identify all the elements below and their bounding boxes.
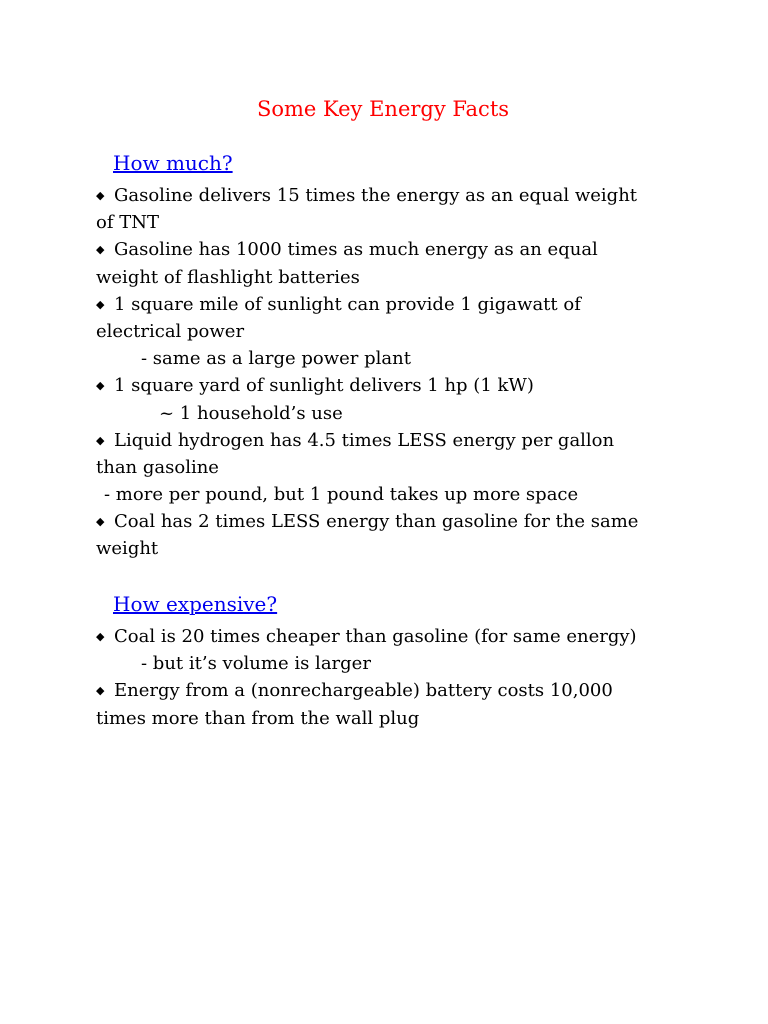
bullet-icon: ◆: [96, 684, 105, 698]
fact-text: Gasoline delivers 15 times the energy as an equal weight: [114, 185, 638, 206]
bullet-icon: ◆: [96, 433, 105, 447]
fact-text: than gasoline: [96, 456, 219, 478]
fact-line: [96, 677, 696, 704]
fact-text: times more than from the wall plug: [96, 707, 420, 729]
fact-line-continuation: [96, 318, 696, 345]
fact-line-continuation: [96, 209, 696, 236]
fact-text: 1 square mile of sunlight can provide 1 gigawatt of: [114, 293, 581, 315]
fact-text: Gasoline has 1000 times as much energy as an equal: [114, 239, 598, 261]
fact-text: Liquid hydrogen has 4.5 times LESS energy per gallon: [114, 429, 615, 451]
bullet-icon: ◆: [96, 379, 105, 393]
fact-text: of TNT: [96, 212, 159, 234]
fact-subnote: [96, 400, 696, 427]
fact-text: - but it’s volume is larger: [141, 653, 371, 675]
fact-text: - more per pound, but 1 pound takes up more space: [104, 484, 579, 506]
fact-line-continuation: [96, 454, 696, 481]
fact-text: Coal is 20 times cheaper than gasoline (for same energy): [114, 626, 637, 647]
document-title: Some Key Energy Facts: [256, 97, 510, 121]
fact-line: [96, 372, 696, 399]
bullet-icon: ◆: [96, 243, 105, 257]
bullet-icon: ◆: [96, 515, 105, 529]
fact-text: - same as a large power plant: [141, 348, 411, 370]
section-how-expensive: [96, 587, 696, 732]
fact-line-continuation: [96, 535, 696, 562]
bullet-icon: ◆: [96, 297, 105, 311]
bullet-icon: ◆: [96, 189, 105, 202]
fact-line: [96, 182, 696, 209]
section-how-much: [96, 146, 696, 563]
fact-subnote: [96, 650, 696, 677]
section-heading: How much?: [113, 151, 233, 175]
fact-text: electrical power: [96, 320, 245, 342]
bullet-icon: ◆: [96, 630, 105, 643]
fact-line-continuation: [96, 264, 696, 291]
fact-subnote: [96, 345, 696, 372]
section-heading: How expensive?: [113, 592, 278, 616]
fact-text: weight: [96, 538, 159, 560]
fact-text: ~ 1 household’s use: [159, 402, 343, 424]
fact-line: [96, 291, 696, 318]
fact-line: [96, 508, 696, 535]
fact-text: 1 square yard of sunlight delivers 1 hp (1 kW): [114, 375, 534, 397]
fact-line: [96, 236, 696, 263]
fact-text: weight of flashlight batteries: [96, 266, 360, 288]
fact-line-continuation: [96, 705, 696, 732]
fact-line: [96, 623, 696, 650]
fact-subnote: [96, 481, 696, 508]
fact-text: Energy from a (nonrechargeable) battery costs 10,000: [114, 680, 613, 702]
fact-text: Coal has 2 times LESS energy than gasoline for the same: [114, 511, 639, 533]
fact-line: [96, 427, 696, 454]
